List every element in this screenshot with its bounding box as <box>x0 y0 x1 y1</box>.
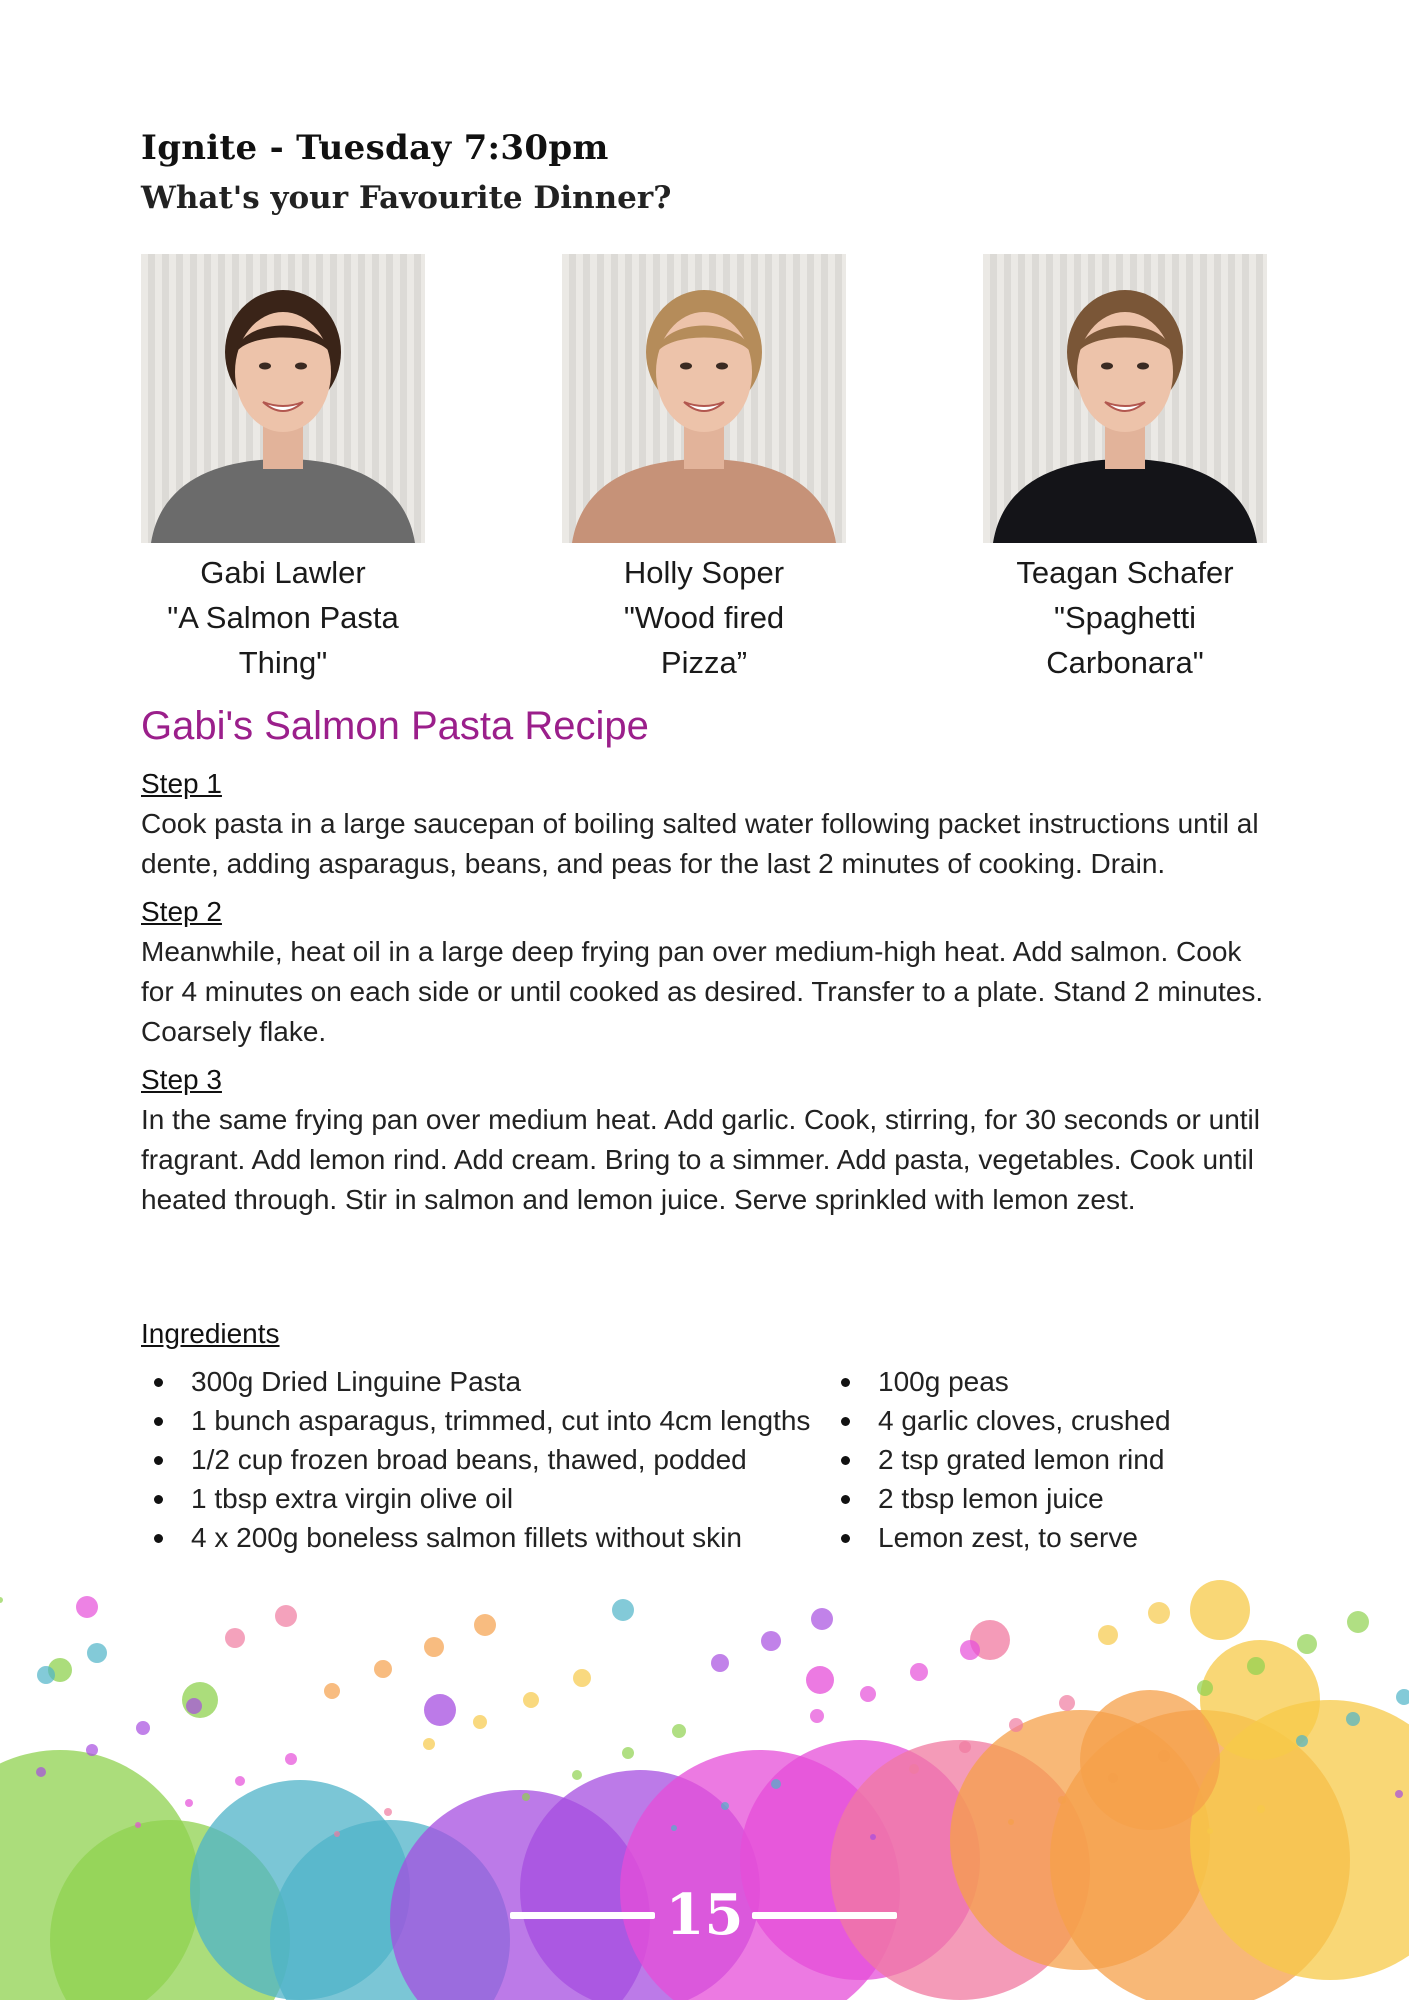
step-heading: Step 1 <box>141 768 222 799</box>
page-footer <box>0 1880 1409 1950</box>
bullet-icon <box>841 1378 850 1387</box>
bullet-icon <box>154 1534 163 1543</box>
step-text: Cook pasta in a large saucepan of boiling salted water following packet instructions until al dente, adding asparagus, beans, and peas for the last 2 minutes of cooking. Drain. <box>141 808 1259 879</box>
person-photo <box>983 254 1267 543</box>
step-heading: Step 2 <box>141 896 222 927</box>
event-title: Ignite - Tuesday 7:30pm <box>141 128 609 168</box>
ingredient-item: 2 tbsp lemon juice <box>828 1479 1171 1518</box>
bullet-icon <box>154 1417 163 1426</box>
ingredients-list-right <box>828 1362 1171 1557</box>
step-text: Meanwhile, heat oil in a large deep frying pan over medium-high heat. Add salmon. Cook for 4 minutes on each side or until cooked as desired. Transfer to a plate. Stand 2 minutes. Coarsely flake. <box>141 936 1264 1047</box>
people-row <box>141 254 1267 684</box>
page-header <box>141 128 671 216</box>
bullet-icon <box>154 1378 163 1387</box>
ingredient-item: 100g peas <box>828 1362 1171 1401</box>
bullet-icon <box>841 1456 850 1465</box>
person-name: Teagan Schafer <box>1016 555 1234 590</box>
ingredient-item: 2 tsp grated lemon rind <box>828 1440 1171 1479</box>
ingredient-item: 1 bunch asparagus, trimmed, cut into 4cm lengths <box>141 1401 810 1440</box>
person-photo <box>141 254 425 543</box>
person-name: Gabi Lawler <box>200 555 366 590</box>
bullet-icon <box>841 1495 850 1504</box>
ingredient-item: 1 tbsp extra virgin olive oil <box>141 1479 810 1518</box>
person-dish: "Wood fired Pizza” <box>623 600 785 680</box>
person-dish: "A Salmon Pasta Thing" <box>167 600 399 680</box>
person-dish: "Spaghetti Carbonara" <box>1046 600 1204 680</box>
ingredient-item: 4 x 200g boneless salmon fillets without skin <box>141 1518 810 1557</box>
person-card <box>141 254 425 685</box>
person-name: Holly Soper <box>623 555 785 590</box>
event-subtitle: What's your Favourite Dinner? <box>141 180 672 216</box>
recipe-title: Gabi's Salmon Pasta Recipe <box>141 704 649 748</box>
ingredient-item: 4 garlic cloves, crushed <box>828 1401 1171 1440</box>
person-card <box>562 254 846 685</box>
ingredients-heading: Ingredients <box>141 1318 280 1349</box>
person-card <box>983 254 1267 685</box>
page-number: 15 <box>665 1882 744 1948</box>
ingredient-item: Lemon zest, to serve <box>828 1518 1171 1557</box>
bullet-icon <box>154 1456 163 1465</box>
bullet-icon <box>841 1417 850 1426</box>
bullet-icon <box>154 1495 163 1504</box>
ingredient-item: 1/2 cup frozen broad beans, thawed, podded <box>141 1440 810 1479</box>
footer-line-right <box>752 1912 897 1919</box>
bullet-icon <box>841 1534 850 1543</box>
step-text: In the same frying pan over medium heat. Add garlic. Cook, stirring, for 30 seconds or until fragrant. Add lemon rind. Add cream. Bring to a simmer. Add pasta, vegetables. Cook until heated through. Stir in salmon and lemon juice. Serve sprinkled with lemon zest. <box>141 1104 1261 1215</box>
step-heading: Step 3 <box>141 1064 222 1095</box>
ingredient-item: 300g Dried Linguine Pasta <box>141 1362 810 1401</box>
person-photo <box>562 254 846 543</box>
footer-line-left <box>510 1912 655 1919</box>
recipe-steps <box>141 766 1281 1230</box>
ingredients-list-left <box>141 1362 810 1557</box>
